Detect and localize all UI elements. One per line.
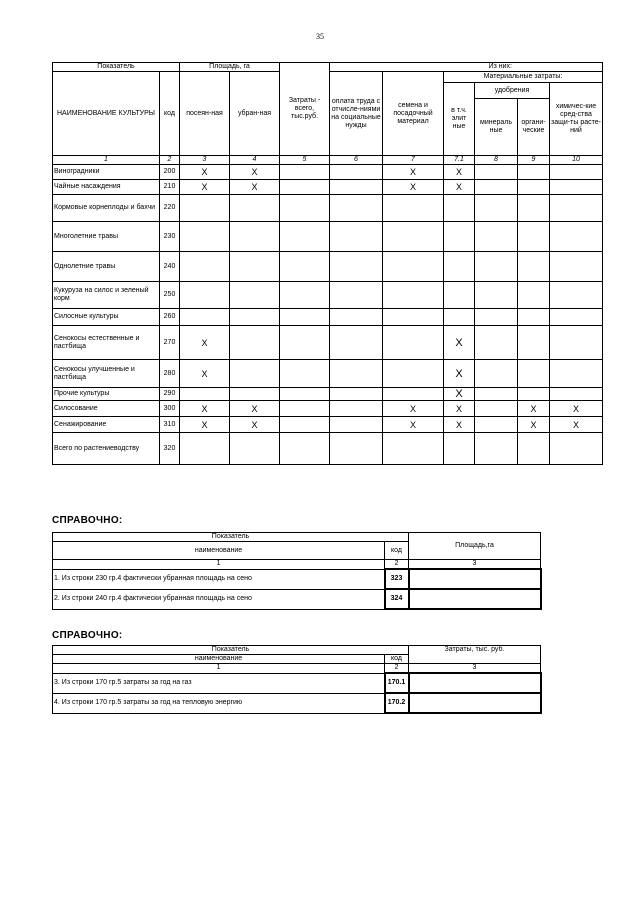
header-costs-total: Затраты - всего, тыс.руб. [280,63,330,156]
cell-c71[interactable] [444,309,475,326]
cell-c8[interactable] [475,417,518,433]
cell-c10[interactable] [550,360,603,388]
header-crop-name: НАИМЕНОВАНИЕ КУЛЬТУРЫ [53,72,160,156]
cell-c10[interactable] [550,165,603,180]
cell-c9[interactable] [518,180,550,195]
cell-c71[interactable]: X [444,417,475,433]
cell-c8[interactable] [475,326,518,360]
cell-c8[interactable] [475,180,518,195]
crop-name: Сенокосы улучшенные и пастбища [53,360,160,388]
crop-name: Многолетние травы [53,222,160,252]
cell-c5[interactable] [280,388,330,401]
cell-c9[interactable] [518,326,550,360]
cell-c7[interactable] [383,222,444,252]
cell-c4[interactable] [230,309,280,326]
ref-row-value[interactable] [409,673,541,693]
ref-row-text: 2. Из строки 240 гр.4 фактически убранная площадь на сено [53,589,385,609]
cell-c8[interactable] [475,282,518,309]
col-number: 5 [280,156,330,165]
ref-name-header: наименование [53,542,385,560]
cell-c6[interactable] [330,222,383,252]
cell-c10[interactable] [550,222,603,252]
ref-code-header: код [385,542,409,560]
cell-c71[interactable] [444,222,475,252]
table-row [53,401,603,417]
ref-row-value[interactable] [409,589,541,609]
cell-c3[interactable]: X [180,326,230,360]
crop-name: Кормовые корнеплоды и бахчи [53,195,160,222]
cell-c3[interactable]: X [180,165,230,180]
cell-c9[interactable] [518,388,550,401]
header-elite: в т.ч. элит ные [444,83,475,156]
cell-c9[interactable] [518,165,550,180]
cell-c9[interactable] [518,195,550,222]
crop-name: Силосные культуры [53,309,160,326]
cell-c7[interactable]: X [383,165,444,180]
cell-c8[interactable] [475,433,518,465]
cell-c6[interactable] [330,433,383,465]
cell-c3[interactable] [180,282,230,309]
ref-row-text: 1. Из строки 230 гр.4 фактически убранная площадь на сено [53,569,385,589]
cell-c7[interactable] [383,360,444,388]
cell-c9[interactable]: X [518,401,550,417]
header-code: код [160,72,180,156]
cell-c4[interactable]: X [230,401,280,417]
header-labor-pay: оплата труда с отчисле-ниями на социальные нужды [330,72,383,156]
col-number: 3 [409,560,541,570]
ref-value-header: Площадь,га [409,533,541,560]
cell-c4[interactable] [230,433,280,465]
header-fertilizers: удобрения [475,83,550,99]
reference-heading: СПРАВОЧНО: [52,515,123,526]
row-code: 260 [160,309,180,326]
cell-c9[interactable] [518,222,550,252]
table-row [53,360,603,388]
header-seeds: семена и посадочный материал [383,72,444,156]
row-code: 200 [160,165,180,180]
cell-c10[interactable] [550,326,603,360]
col-number: 9 [518,156,550,165]
header-area: Площадь, га [180,63,280,72]
cell-c9[interactable] [518,360,550,388]
cell-c10[interactable] [550,180,603,195]
table-row [53,309,603,326]
cell-c4[interactable]: X [230,180,280,195]
cell-c8[interactable] [475,401,518,417]
header-sown: посеян-ная [180,72,230,156]
cell-c10[interactable] [550,282,603,309]
col-number: 2 [385,560,409,570]
col-number: 4 [230,156,280,165]
ref-row-code: 170.1 [385,673,409,693]
cell-c71[interactable]: X [444,165,475,180]
cell-c3[interactable] [180,309,230,326]
col-number: 7 [383,156,444,165]
cell-c71[interactable]: X [444,401,475,417]
row-code: 270 [160,326,180,360]
ref-row-code: 323 [385,569,409,589]
table-row [53,195,603,222]
ref-name-header: наименование [53,655,385,664]
crop-name: Сенокосы естественные и пастбища [53,326,160,360]
table-row [53,433,603,465]
cell-c3[interactable] [180,433,230,465]
cell-c71[interactable]: X [444,180,475,195]
ref-indicator: Показатель [53,533,409,542]
cell-c5[interactable] [280,180,330,195]
row-code: 230 [160,222,180,252]
header-indicator: Показатель [53,63,180,72]
cell-c3[interactable] [180,222,230,252]
row-code: 290 [160,388,180,401]
cell-c71[interactable]: X [444,360,475,388]
cell-c8[interactable] [475,222,518,252]
cell-c3[interactable]: X [180,360,230,388]
crop-name: Однолетние травы [53,252,160,282]
cell-c3[interactable] [180,388,230,401]
cell-c3[interactable]: X [180,401,230,417]
row-code: 320 [160,433,180,465]
cell-c10[interactable] [550,433,603,465]
cell-c10[interactable] [550,195,603,222]
cell-c5[interactable] [280,222,330,252]
reference-table-area [52,532,542,610]
crop-name: Чайные насаждения [53,180,160,195]
cell-c8[interactable] [475,309,518,326]
cell-c7[interactable]: X [383,401,444,417]
cell-c6[interactable] [330,165,383,180]
cell-c10[interactable]: X [550,401,603,417]
header-chemical: химичес-кие сред-ства защи-ты расте-ний [550,83,603,156]
cell-c5[interactable] [280,326,330,360]
col-number: 8 [475,156,518,165]
table-row [53,222,603,252]
cell-c71[interactable] [444,252,475,282]
cell-c8[interactable] [475,360,518,388]
cell-c7[interactable] [383,433,444,465]
header-of-them: Из них: [330,63,603,72]
cell-c6[interactable] [330,401,383,417]
cell-c5[interactable] [280,433,330,465]
table-row [53,388,603,401]
row-code: 310 [160,417,180,433]
cell-c9[interactable] [518,252,550,282]
crop-costs-table [52,62,603,465]
ref-row-value[interactable] [409,693,541,713]
cell-c7[interactable] [383,252,444,282]
cell-c7[interactable] [383,309,444,326]
cell-c6[interactable] [330,417,383,433]
cell-c7[interactable] [383,388,444,401]
cell-c4[interactable] [230,222,280,252]
ref-row-value[interactable] [409,569,541,589]
cell-c6[interactable] [330,195,383,222]
cell-c3[interactable] [180,252,230,282]
cell-c9[interactable]: X [518,417,550,433]
cell-c9[interactable] [518,309,550,326]
row-code: 210 [160,180,180,195]
cell-c10[interactable] [550,309,603,326]
header-organic: органи-ческие [518,99,550,156]
row-code: 280 [160,360,180,388]
cell-c4[interactable] [230,326,280,360]
cell-c7[interactable]: X [383,417,444,433]
cell-c4[interactable] [230,388,280,401]
table-row [53,165,603,180]
cell-c71[interactable]: X [444,326,475,360]
row-code: 300 [160,401,180,417]
col-number: 1 [53,560,385,570]
row-code: 250 [160,282,180,309]
cell-c5[interactable] [280,282,330,309]
table-row [53,180,603,195]
ref-row-text: 4. Из строки 170 гр.5 затраты за год на тепловую энергию [53,693,385,713]
cell-c9[interactable] [518,433,550,465]
cell-c10[interactable] [550,388,603,401]
cell-c5[interactable] [280,195,330,222]
col-number: 6 [330,156,383,165]
col-number: 10 [550,156,603,165]
cell-c71[interactable] [444,195,475,222]
ref-code-header: код [385,655,409,664]
reference-heading: СПРАВОЧНО: [52,630,123,641]
ref-row-text: 3. Из строки 170 гр.5 затраты за год на газ [53,673,385,693]
cell-c5[interactable] [280,417,330,433]
col-number: 1 [53,156,160,165]
cell-c7[interactable] [383,195,444,222]
crop-name: Прочие культуры [53,388,160,401]
crop-name: Всего по растениеводству [53,433,160,465]
header-material-costs: Материальные затраты: [444,72,603,83]
col-number: 7.1 [444,156,475,165]
crop-name: Кукуруза на силос и зеленый корм [53,282,160,309]
cell-c6[interactable] [330,282,383,309]
cell-c10[interactable]: X [550,417,603,433]
col-number: 3 [180,156,230,165]
cell-c5[interactable] [280,401,330,417]
cell-c6[interactable] [330,326,383,360]
cell-c5[interactable] [280,360,330,388]
col-number: 3 [409,664,541,674]
col-number: 2 [385,664,409,674]
cell-c8[interactable] [475,165,518,180]
cell-c4[interactable] [230,360,280,388]
cell-c71[interactable]: X [444,388,475,401]
cell-c3[interactable]: X [180,180,230,195]
cell-c3[interactable] [180,195,230,222]
cell-c5[interactable] [280,252,330,282]
col-number: 2 [160,156,180,165]
ref-value-header: Затраты, тыс. руб. [409,646,541,664]
row-code: 240 [160,252,180,282]
cell-c5[interactable] [280,309,330,326]
cell-c6[interactable] [330,180,383,195]
ref-row-code: 324 [385,589,409,609]
header-mineral: минераль ные [475,99,518,156]
crop-name: Силосование [53,401,160,417]
cell-c6[interactable] [330,309,383,326]
cell-c4[interactable]: X [230,417,280,433]
crop-name: Сенажирование [53,417,160,433]
cell-c7[interactable]: X [383,180,444,195]
cell-c10[interactable] [550,252,603,282]
cell-c4[interactable] [230,252,280,282]
cell-c6[interactable] [330,388,383,401]
cell-c7[interactable] [383,326,444,360]
cell-c4[interactable]: X [230,165,280,180]
cell-c3[interactable]: X [180,417,230,433]
col-number: 1 [53,664,385,674]
cell-c5[interactable] [280,165,330,180]
cell-c4[interactable] [230,282,280,309]
cell-c6[interactable] [330,360,383,388]
ref-indicator: Показатель [53,646,409,655]
cell-c9[interactable] [518,282,550,309]
cell-c7[interactable] [383,282,444,309]
cell-c8[interactable] [475,388,518,401]
header-harvested: убран-ная [230,72,280,156]
cell-c6[interactable] [330,252,383,282]
cell-c71[interactable] [444,282,475,309]
table-row [53,417,603,433]
table-row [53,326,603,360]
crop-name: Виноградники [53,165,160,180]
cell-c4[interactable] [230,195,280,222]
table-row [53,252,603,282]
ref-row-code: 170.2 [385,693,409,713]
table-row [53,282,603,309]
cell-c8[interactable] [475,195,518,222]
reference-table-costs [52,645,542,714]
row-code: 220 [160,195,180,222]
cell-c71[interactable] [444,433,475,465]
cell-c8[interactable] [475,252,518,282]
page-number: 35 [316,32,324,41]
